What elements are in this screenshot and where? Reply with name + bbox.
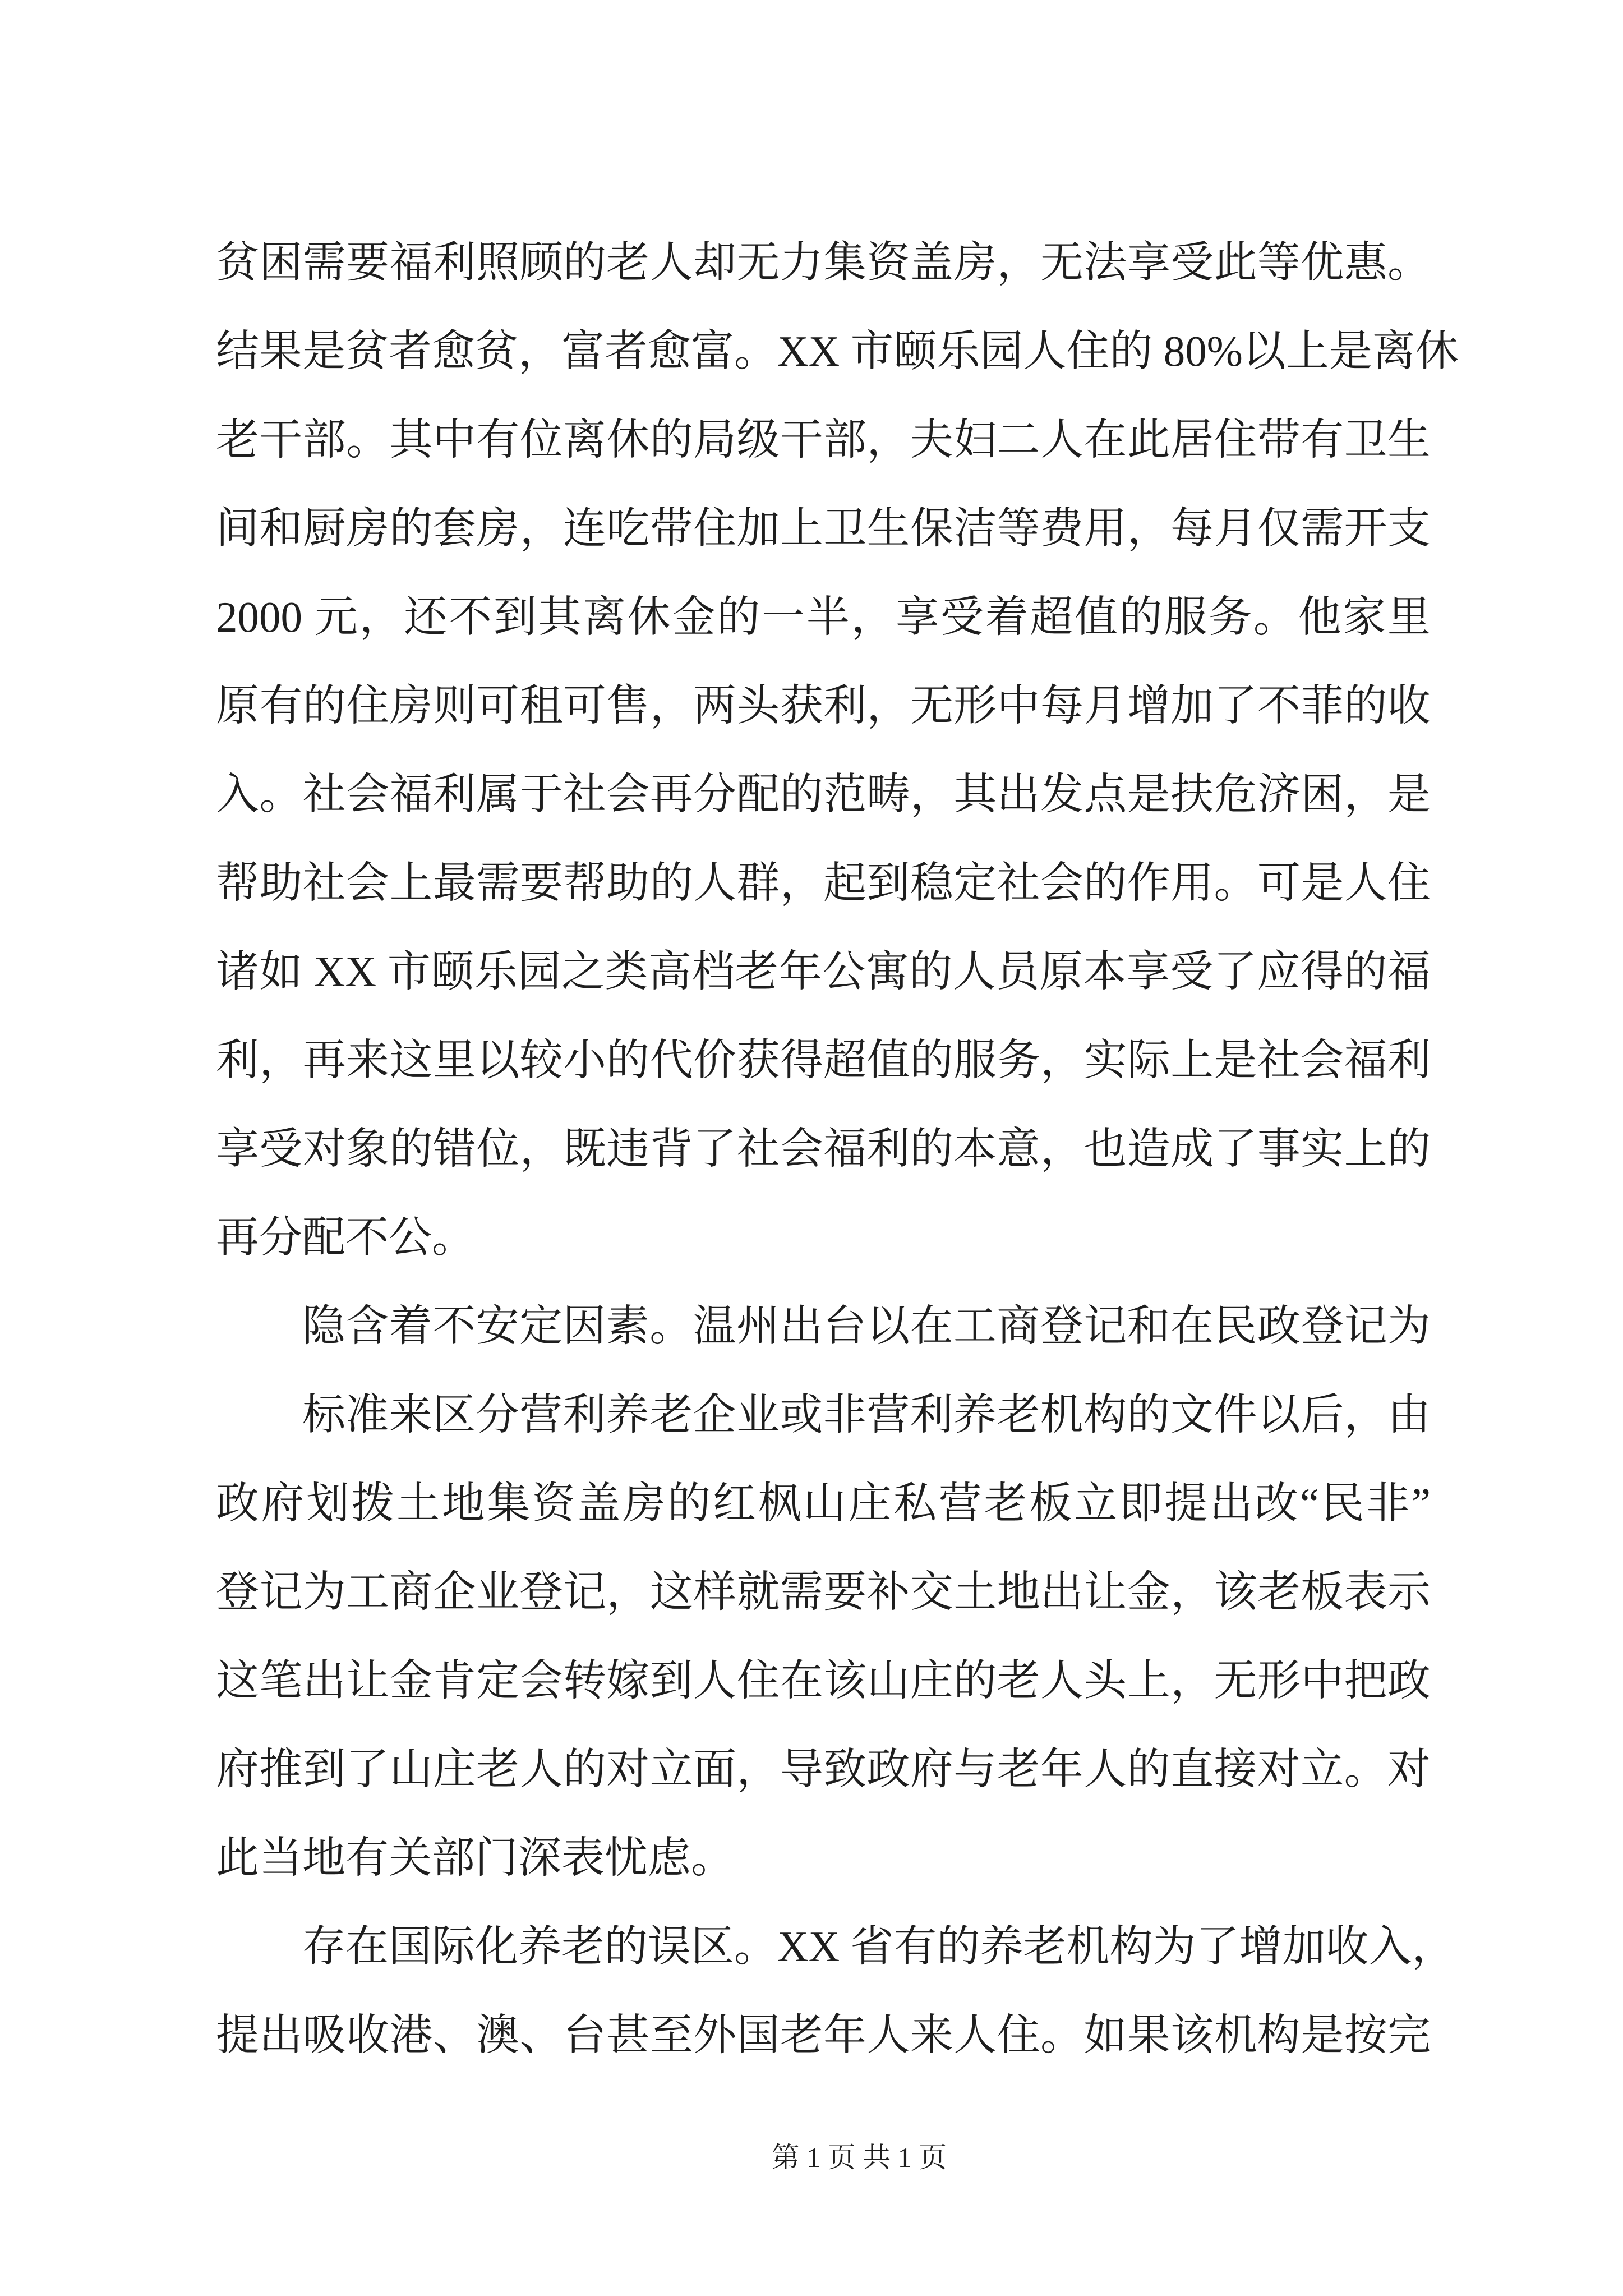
- text-line: 利，再来这里以较小的代价获得超值的服务，实际上是社会福利: [216, 1036, 1431, 1084]
- text-line: 存在国际化养老的误区。XX 省有的养老机构为了增加收入，: [302, 1922, 1455, 1971]
- text-line: 帮助社会上最需要帮助的人群，起到稳定社会的作用。可是人住: [216, 859, 1431, 907]
- text-line: 老干部。其中有位离休的局级干部，夫妇二人在此居住带有卫生: [216, 416, 1431, 464]
- paragraph: [216, 1902, 1455, 2079]
- text-line: 结果是贫者愈贫，富者愈富。XX 市颐乐园人住的 80%以上是离休: [216, 327, 1459, 375]
- text-line: 标准来区分营利养老企业或非营利养老机构的文件以后，由: [302, 1391, 1431, 1439]
- text-line: 原有的住房则可租可售，两头获利，无形中每月增加了不菲的收: [216, 682, 1431, 730]
- text-line: 间和厨房的套房，连吃带住加上卫生保洁等费用，每月仅需开支: [216, 504, 1431, 553]
- text-line: 再分配不公。: [216, 1213, 475, 1262]
- text-line: 此当地有关部门深表忧虑。: [216, 1834, 734, 1882]
- page-footer: [0, 2138, 1623, 2177]
- paragraph: [216, 1282, 1431, 1370]
- page-number-label: 第 1 页 共 1 页: [771, 2142, 947, 2173]
- paragraph: [216, 218, 1459, 1282]
- text-line: 贫困需要福利照顾的老人却无力集资盖房，无法享受此等优惠。: [216, 238, 1431, 287]
- text-line: 这笔出让金肯定会转嫁到人住在该山庄的老人头上，无形中把政: [216, 1657, 1431, 1705]
- text-line: 政府划拨土地集资盖房的红枫山庄私营老板立即提出改“民非”: [216, 1479, 1431, 1527]
- text-line: 入。社会福利属于社会再分配的范畴，其出发点是扶危济困，是: [216, 770, 1431, 818]
- text-line: 诸如 XX 市颐乐园之类高档老年公寓的人员原本享受了应得的福: [216, 947, 1431, 996]
- text-line: 隐含着不安定因素。温州出台以在工商登记和在民政登记为: [302, 1302, 1431, 1350]
- text-line: 府推到了山庄老人的对立面，导致政府与老年人的直接对立。对: [216, 1745, 1431, 1793]
- text-line: 享受对象的错位，既违背了社会福利的本意，也造成了事实上的: [216, 1125, 1431, 1173]
- text-line: 提出吸收港、澳、台甚至外国老年人来人住。如果该机构是按完: [216, 2011, 1431, 2059]
- text-line: 登记为工商企业登记，这样就需要补交土地出让金，该老板表示: [216, 1568, 1431, 1616]
- document-body: [216, 218, 1459, 2079]
- text-line: 2000 元，还不到其离休金的一半，享受着超值的服务。他家里: [216, 593, 1431, 641]
- paragraph: [216, 1370, 1431, 1902]
